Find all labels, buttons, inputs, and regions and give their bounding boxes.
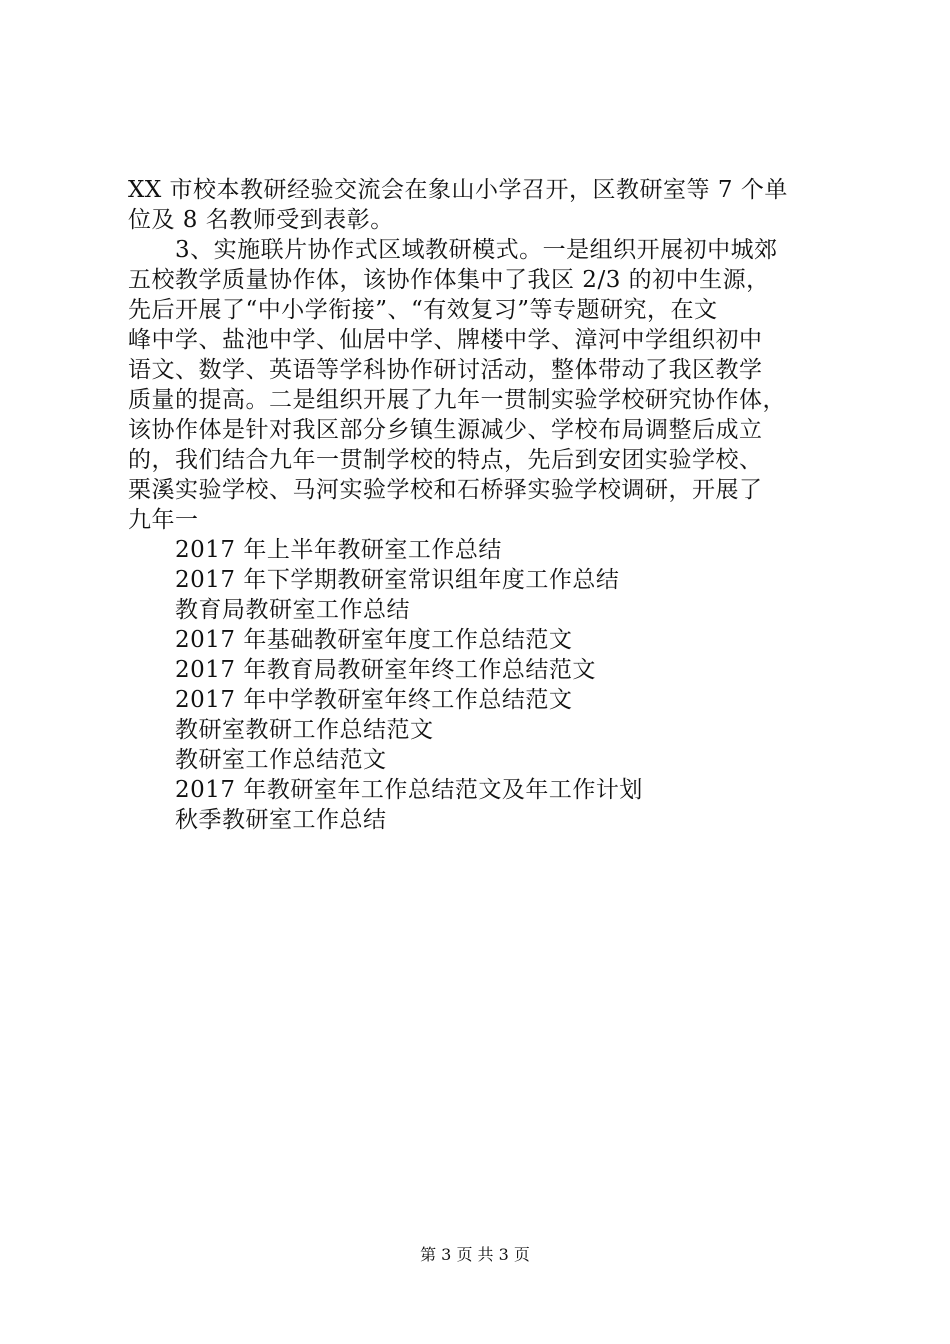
related-title-link[interactable]: 2017 年中学教研室年终工作总结范文 xyxy=(175,687,573,713)
paragraph-line: 峰中学、盐池中学、仙居中学、牌楼中学、漳河中学组织初中 xyxy=(128,327,763,353)
related-titles-list xyxy=(128,535,828,835)
related-title-link[interactable]: 2017 年上半年教研室工作总结 xyxy=(175,537,502,563)
paragraph-line: 九年一 xyxy=(128,507,199,533)
paragraph-line: 的，我们结合九年一贯制学校的特点，先后到安团实验学校、 xyxy=(128,447,763,473)
document-body xyxy=(128,175,828,835)
paragraph-line: 栗溪实验学校、马河实验学校和石桥驿实验学校调研，开展了 xyxy=(128,477,763,503)
related-title-link[interactable]: 2017 年下学期教研室常识组年度工作总结 xyxy=(175,567,620,593)
paragraph-line: 五校教学质量协作体，该协作体集中了我区 2/3 的初中生源， xyxy=(128,267,770,293)
paragraph-line: 3、实施联片协作式区域教研模式。一是组织开展初中城郊 xyxy=(175,237,778,263)
related-title-link[interactable]: 2017 年教研室年工作总结范文及年工作计划 xyxy=(175,777,643,803)
related-title-link[interactable]: 教育局教研室工作总结 xyxy=(175,597,410,623)
page-number-label: 第 3 页 共 3 页 xyxy=(420,1245,530,1264)
paragraph xyxy=(128,175,828,535)
paragraph-line: XX 市校本教研经验交流会在象山小学召开，区教研室等 7 个单 xyxy=(128,177,788,203)
related-title-link[interactable]: 2017 年基础教研室年度工作总结范文 xyxy=(175,627,573,653)
related-title-link[interactable]: 秋季教研室工作总结 xyxy=(175,807,387,833)
paragraph-line: 语文、数学、英语等学科协作研讨活动，整体带动了我区教学 xyxy=(128,357,763,383)
paragraph-line: 位及 8 名教师受到表彰。 xyxy=(128,207,394,233)
paragraph-line: 质量的提高。二是组织开展了九年一贯制实验学校研究协作体， xyxy=(128,387,786,413)
paragraph-line: 该协作体是针对我区部分乡镇生源减少、学校布局调整后成立 xyxy=(128,417,763,443)
page-footer xyxy=(0,1244,950,1266)
related-title-link[interactable]: 教研室教研工作总结范文 xyxy=(175,717,434,743)
paragraph-line: 先后开展了“中小学衔接”、“有效复习”等专题研究，在文 xyxy=(128,297,718,323)
related-title-link[interactable]: 教研室工作总结范文 xyxy=(175,747,387,773)
related-title-link[interactable]: 2017 年教育局教研室年终工作总结范文 xyxy=(175,657,596,683)
